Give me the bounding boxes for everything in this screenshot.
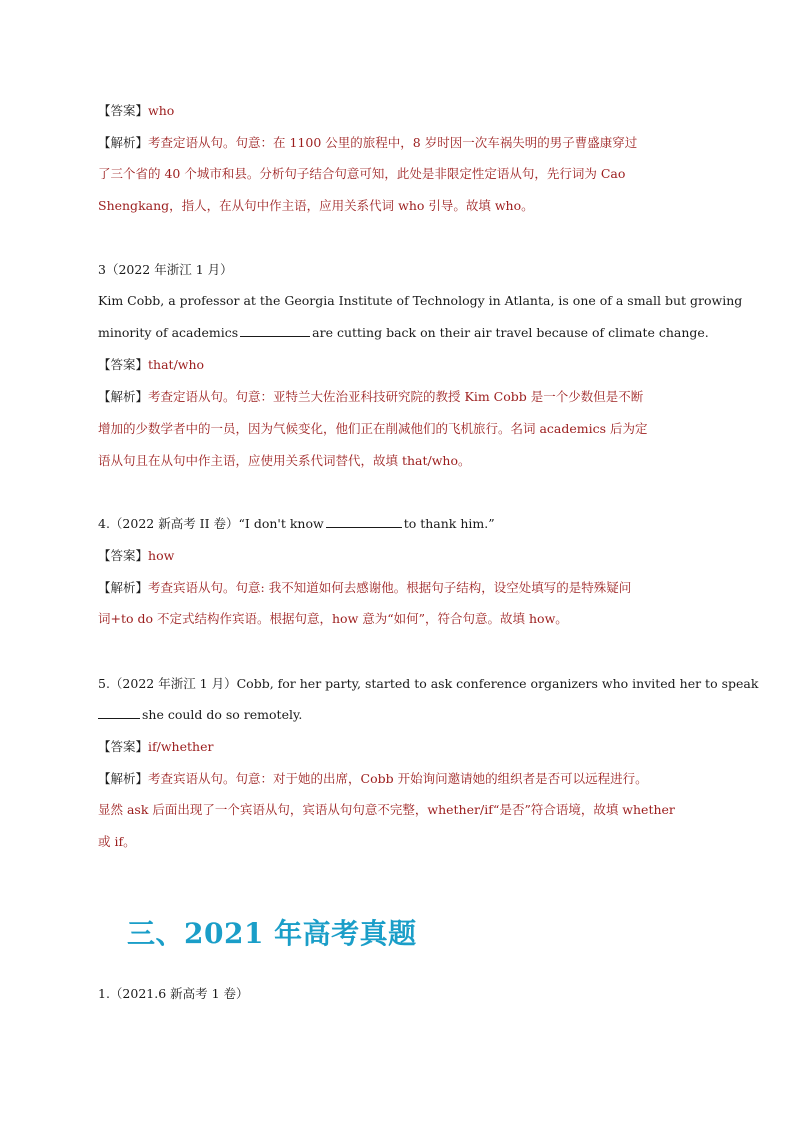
answer-tag: 【答案】 — [98, 739, 149, 754]
q4-header — [98, 516, 708, 532]
q5-answer-line — [98, 739, 708, 755]
q2-analysis-line-1 — [98, 135, 708, 151]
answer-tag: 【答案】 — [98, 548, 149, 563]
q4-answer-line — [98, 548, 708, 564]
answer-blank — [326, 516, 402, 528]
answer-text: that/who — [148, 357, 205, 372]
q3-analysis-line-1 — [98, 389, 708, 405]
analysis-text: 考查宾语从句。句意：对于她的出席，Cobb 开始询问邀请她的组织者是否可以远程进行。 — [148, 771, 648, 786]
answer-text: who — [148, 103, 175, 118]
q2-answer-line — [98, 103, 708, 119]
answer-tag: 【答案】 — [98, 103, 149, 118]
analysis-tag: 【解析】 — [98, 771, 149, 786]
q3-analysis-line-3: 语从句且在从句中作主语，应使用关系代词替代，故填 that/who。 — [98, 453, 471, 468]
q3-stem-line-2 — [98, 325, 708, 341]
stem-text: are cutting back on their air travel because of climate change. — [312, 325, 709, 340]
q4-analysis-line-2: 词+to do 不定式结构作宾语。根据句意，how 意为“如何”，符合句意。故填 how。 — [98, 611, 568, 626]
q3-analysis-line-2: 增加的少数学者中的一员，因为气候变化，他们正在削减他们的飞机旅行。名词 academics 后为定 — [98, 421, 648, 436]
analysis-text: 考查宾语从句。句意: 我不知道如何去感谢他。根据句子结构，设空处填写的是特殊疑问 — [148, 580, 632, 595]
q5-analysis-line-2: 显然 ask 后面出现了一个宾语从句，宾语从句句意不完整，whether/if“是否”符合语境，故填 whether — [98, 802, 675, 817]
answer-text: how — [148, 548, 175, 563]
q2021-1-header: 1.（2021.6 新高考 1 卷） — [98, 986, 249, 1001]
answer-blank — [240, 325, 310, 337]
q2-analysis-line-3: Shengkang，指人，在从句中作主语，应用关系代词 who 引导。故填 who。 — [98, 198, 534, 213]
q5-stem-line-2 — [98, 707, 708, 723]
q5-analysis-line-1 — [98, 771, 708, 787]
q2-analysis-line-2: 了三个省的 40 个城市和县。分析句子结合句意可知，此处是非限定性定语从句，先行词为 Cao — [98, 166, 626, 181]
answer-blank — [98, 707, 140, 719]
analysis-tag: 【解析】 — [98, 135, 149, 150]
q5-header: 5.（2022 年浙江 1 月）Cobb, for her party, started to ask conference organizers who invited her to speak — [98, 676, 759, 691]
stem-text: minority of academics — [98, 325, 239, 340]
analysis-tag: 【解析】 — [98, 389, 149, 404]
stem-text: she could do so remotely. — [142, 707, 303, 722]
analysis-text: 考查定语从句。句意：亚特兰大佐治亚科技研究院的教授 Kim Cobb 是一个少数但是不断 — [148, 389, 644, 404]
q3-header: 3（2022 年浙江 1 月） — [98, 262, 233, 277]
q3-stem-line-1: Kim Cobb, a professor at the Georgia Institute of Technology in Atlanta, is one of a small but growing — [98, 293, 743, 308]
stem-text: 4.（2022 新高考 II 卷）“I don't know — [98, 516, 324, 531]
section-heading: 三、2021 年高考真题 — [127, 917, 417, 950]
q4-analysis-line-1 — [98, 580, 708, 596]
analysis-tag: 【解析】 — [98, 580, 149, 595]
answer-tag: 【答案】 — [98, 357, 149, 372]
q5-analysis-line-3: 或 if。 — [98, 834, 136, 849]
answer-text: if/whether — [148, 739, 214, 754]
stem-text: to thank him.” — [403, 516, 495, 531]
q3-answer-line — [98, 357, 708, 373]
analysis-text: 考查定语从句。句意：在 1100 公里的旅程中，8 岁时因一次车祸失明的男子曹盛康穿过 — [148, 135, 638, 150]
